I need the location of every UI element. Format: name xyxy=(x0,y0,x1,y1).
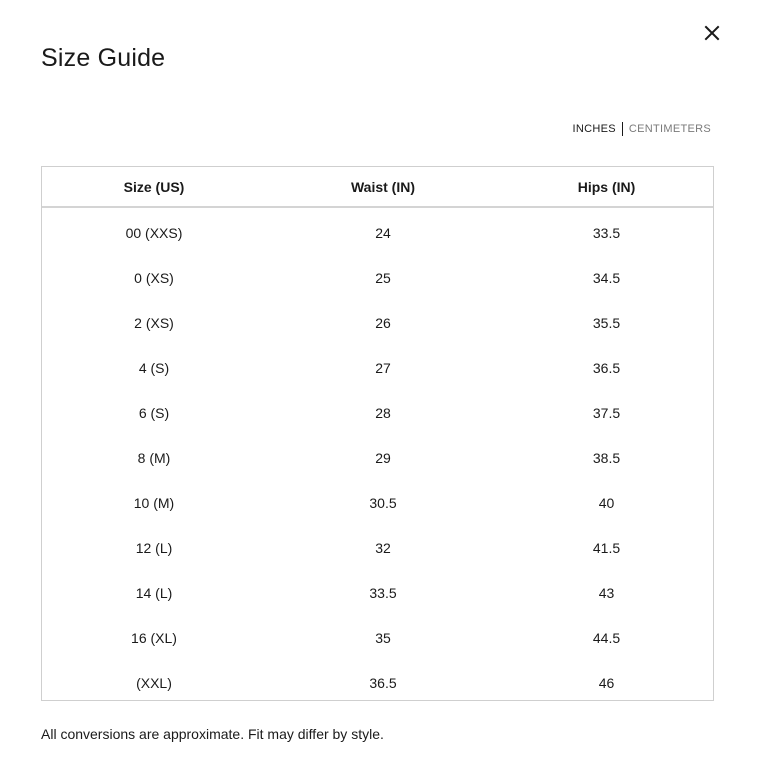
table-header-row xyxy=(42,167,713,207)
cell-waist: 35 xyxy=(375,629,391,646)
table-row xyxy=(42,435,713,480)
cell-size: 2 (XS) xyxy=(134,314,174,331)
cell-waist: 26 xyxy=(375,314,391,331)
cell-hips: 46 xyxy=(598,674,615,691)
cell-size: 00 (XXS) xyxy=(125,224,183,241)
cell-hips: 38.5 xyxy=(592,449,621,466)
cell-hips: 37.5 xyxy=(592,404,621,421)
close-button[interactable] xyxy=(700,21,724,45)
unit-option-centimeters[interactable]: CENTIMETERS xyxy=(628,123,711,135)
cell-waist: 32 xyxy=(375,539,391,556)
cell-hips: 43 xyxy=(598,584,615,601)
cell-size: 4 (S) xyxy=(138,359,170,376)
cell-waist: 25 xyxy=(375,269,391,286)
cell-waist: 27 xyxy=(375,359,391,376)
table-row xyxy=(42,207,713,255)
column-header-size: Size (US) xyxy=(42,167,266,207)
cell-waist: 33.5 xyxy=(369,584,397,601)
cell-waist: 29 xyxy=(375,449,391,466)
unit-option-inches[interactable]: INCHES xyxy=(572,123,616,135)
cell-size: 16 (XL) xyxy=(131,629,177,646)
table-row xyxy=(42,300,713,345)
table-row xyxy=(42,660,713,705)
cell-waist: 36.5 xyxy=(369,674,397,691)
close-icon xyxy=(704,25,720,41)
cell-waist: 24 xyxy=(375,224,391,241)
cell-hips: 34.5 xyxy=(592,269,621,286)
table-row xyxy=(42,345,713,390)
cell-size: (XXL) xyxy=(136,674,172,691)
cell-hips: 41.5 xyxy=(592,539,621,556)
cell-size: 12 (L) xyxy=(135,539,173,556)
cell-hips: 33.5 xyxy=(592,224,621,241)
modal-title: Size Guide xyxy=(41,44,166,72)
column-header-waist: Waist (IN) xyxy=(266,167,500,207)
cell-waist: 30.5 xyxy=(369,494,397,511)
table-row xyxy=(42,255,713,300)
unit-toggle xyxy=(572,122,711,136)
size-table xyxy=(42,167,713,705)
cell-size: 6 (S) xyxy=(138,404,170,421)
cell-size: 0 (XS) xyxy=(134,269,174,286)
table-row xyxy=(42,390,713,435)
cell-hips: 35.5 xyxy=(592,314,621,331)
cell-hips: 44.5 xyxy=(592,629,621,646)
cell-size: 8 (M) xyxy=(137,449,171,466)
column-header-hips: Hips (IN) xyxy=(500,167,713,207)
cell-waist: 28 xyxy=(375,404,391,421)
table-row xyxy=(42,480,713,525)
size-table-container xyxy=(41,166,714,701)
cell-hips: 40 xyxy=(598,494,615,511)
table-row xyxy=(42,525,713,570)
table-row xyxy=(42,570,713,615)
disclaimer-text: All conversions are approximate. Fit may differ by style. xyxy=(41,726,384,742)
table-row xyxy=(42,615,713,660)
cell-hips: 36.5 xyxy=(592,359,621,376)
cell-size: 10 (M) xyxy=(133,494,175,511)
unit-divider xyxy=(622,122,623,136)
cell-size: 14 (L) xyxy=(135,584,173,601)
